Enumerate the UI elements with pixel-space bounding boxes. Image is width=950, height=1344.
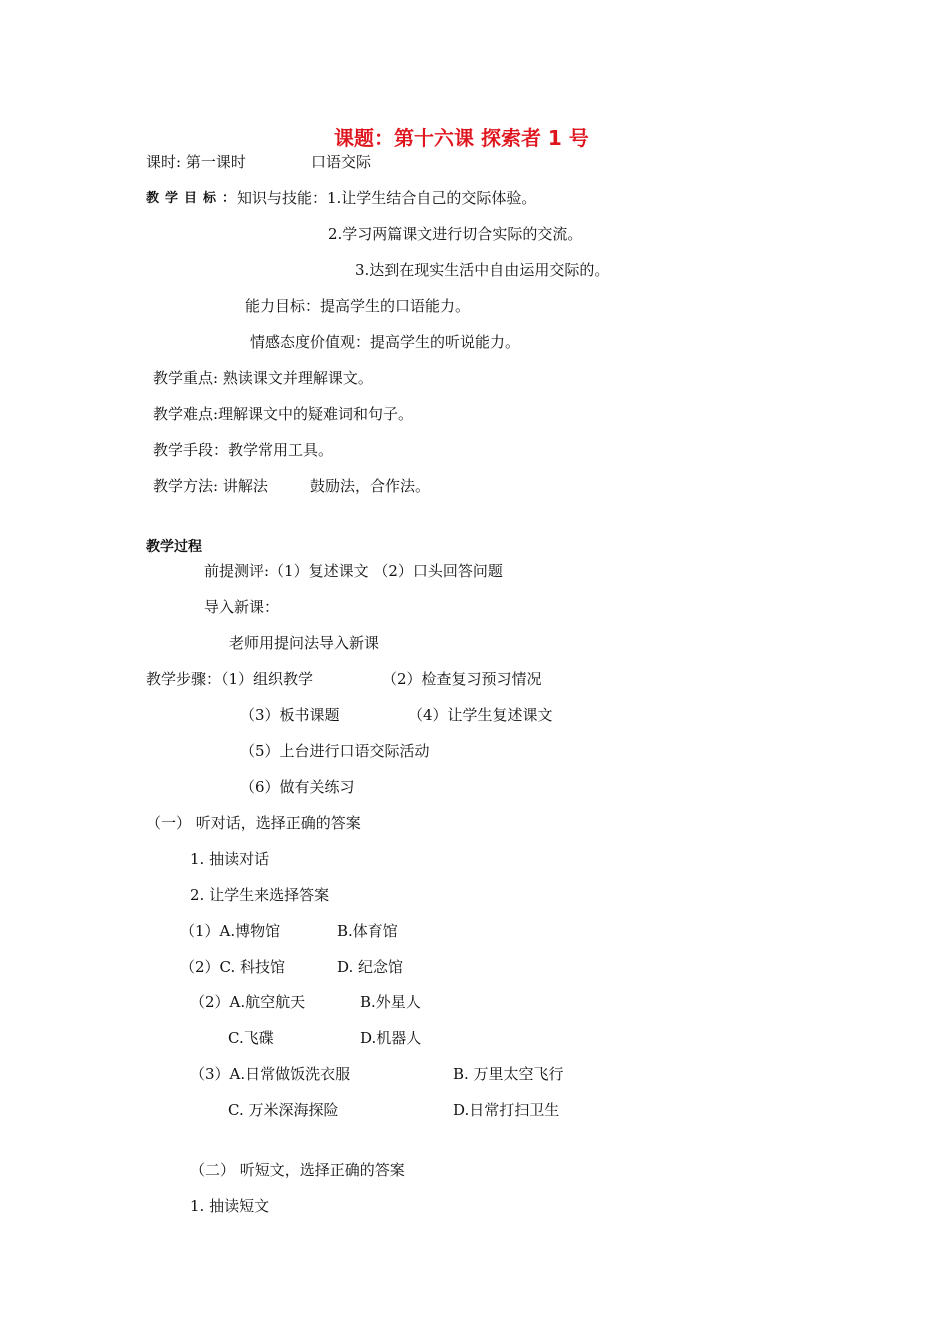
step-3: （3）板书课题 — [240, 706, 340, 724]
objective-knowledge-3: 3.达到在现实生活中自由运用交际的。 — [355, 261, 610, 279]
q3-option-b: B. 万里太空飞行 — [453, 1065, 564, 1083]
steps-label: 教学步骤：（1）组织教学 — [146, 670, 314, 688]
step-5: （5）上台进行口语交际活动 — [240, 742, 430, 760]
part2-item-1: 1. 抽读短文 — [190, 1197, 270, 1215]
q3-option-a: （3）A.日常做饭洗衣服 — [190, 1065, 351, 1083]
pretest: 前提测评:（1）复述课文 （2）口头回答问题 — [204, 562, 503, 580]
intro-label: 导入新课： — [204, 598, 280, 616]
lesson-type: 口语交际 — [311, 153, 372, 171]
part1-item-2: 2. 让学生来选择答案 — [190, 886, 330, 904]
q3-option-c: C. 万米深海探险 — [228, 1101, 339, 1119]
lesson-title: 课题：第十六课 探索者 1 号 — [334, 126, 589, 150]
teaching-means: 教学手段：教学常用工具。 — [153, 441, 334, 459]
objective-emotion: 情感态度价值观：提高学生的听说能力。 — [250, 333, 521, 351]
step-4: （4）让学生复述课文 — [408, 706, 553, 724]
q1-option-b: B.体育馆 — [337, 922, 398, 940]
q3-option-d: D.日常打扫卫生 — [453, 1101, 560, 1119]
objectives-label: 教学目标： — [146, 191, 242, 206]
objective-knowledge-2: 2.学习两篇课文进行切合实际的交流。 — [328, 225, 583, 243]
class-hour: 课时: 第一课时 — [146, 153, 246, 171]
q2-option-c: C.飞碟 — [228, 1029, 274, 1047]
teaching-methods-rest: 鼓励法，合作法。 — [310, 477, 431, 495]
q2-option-b: B.外星人 — [360, 993, 421, 1011]
q1-option-c: （2）C. 科技馆 — [180, 958, 286, 976]
q2-option-d: D.机器人 — [360, 1029, 422, 1047]
intro-text: 老师用提问法导入新课 — [229, 634, 380, 652]
objective-knowledge-1: 知识与技能：1.让学生结合自己的交际体验。 — [237, 189, 537, 207]
step-2: （2）检查复习预习情况 — [382, 670, 542, 688]
objective-ability: 能力目标：提高学生的口语能力。 — [245, 297, 471, 315]
part1-item-1: 1. 抽读对话 — [190, 850, 270, 868]
part2-heading: （二） 听短文，选择正确的答案 — [190, 1161, 405, 1179]
part1-heading: （一） 听对话，选择正确的答案 — [146, 814, 361, 832]
step-6: （6）做有关练习 — [240, 778, 355, 796]
difficulty: 教学难点:理解课文中的疑难词和句子。 — [153, 405, 414, 423]
q1-option-a: （1）A.博物馆 — [180, 922, 281, 940]
key-point: 教学重点: 熟读课文并理解课文。 — [153, 369, 373, 387]
teaching-methods: 教学方法: 讲解法 — [153, 477, 268, 495]
q2-option-a: （2）A.航空航天 — [190, 993, 306, 1011]
process-heading: 教学过程 — [146, 539, 202, 555]
q1-option-d: D. 纪念馆 — [337, 958, 404, 976]
